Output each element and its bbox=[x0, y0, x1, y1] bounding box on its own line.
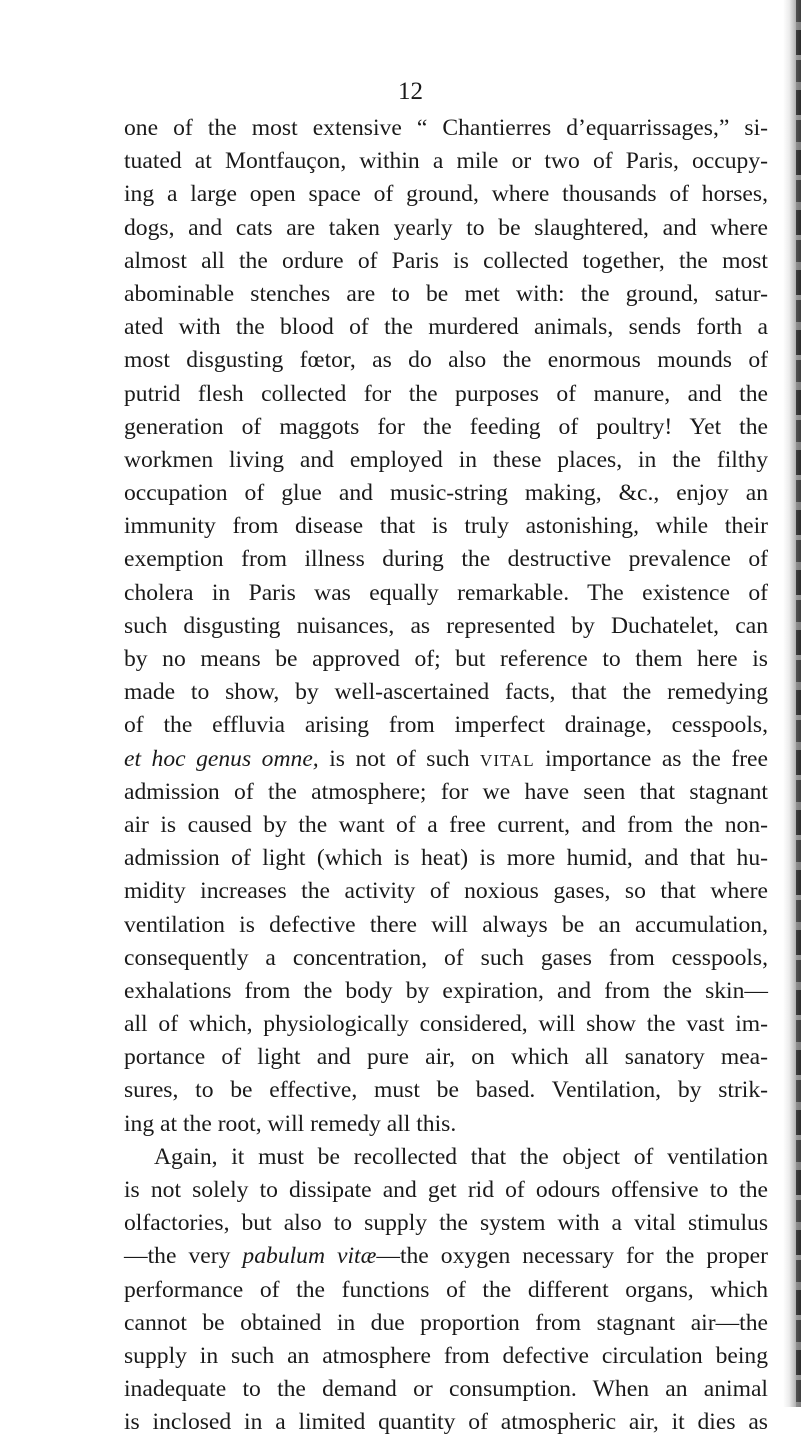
text-line: is not solely to dissipate and get rid of odours offensive to the bbox=[124, 1177, 768, 1203]
text-line: by no means be approved of; but reference to them here is bbox=[124, 646, 768, 672]
text-line: such disgusting nuisances, as represented by Duchatelet, can bbox=[124, 612, 768, 639]
text-line: cholera in Paris was equally remarkable. The existence of bbox=[124, 579, 768, 606]
text-line: generation of maggots for the feeding of poultry! Yet the bbox=[124, 413, 768, 440]
text-line: ing a large open space of ground, where thousands of horses, bbox=[124, 181, 768, 208]
body-text bbox=[124, 112, 768, 1440]
text-line: performance of the functions of the different organs, which bbox=[124, 1276, 768, 1303]
text-run: —the oxygen necessary for the proper bbox=[376, 1243, 769, 1270]
text-line: admission of the atmosphere; for we have seen that stagnant bbox=[124, 778, 768, 805]
text-line: ated with the blood of the murdered animals, sends forth a bbox=[124, 314, 768, 341]
page-number: 12 bbox=[398, 78, 423, 105]
text-line: inadequate to the demand or consumption. When an animal bbox=[124, 1376, 768, 1403]
text-line: ing at the root, will remedy all this. bbox=[124, 1110, 457, 1137]
text-line: supply in such an atmosphere from defective circulation being bbox=[124, 1342, 768, 1369]
text-line: of the effluvia arising from imperfect drainage, cesspools, bbox=[124, 712, 768, 739]
text-line: tuated at Montfauçon, within a mile or two of Paris, occupy- bbox=[124, 148, 768, 175]
text-line-mixed bbox=[124, 1240, 768, 1273]
page-edge-shadow bbox=[783, 0, 801, 1407]
text-line: workmen living and employed in these places, in the filthy bbox=[124, 446, 768, 473]
text-line: portance of light and pure air, on which all sanatory mea- bbox=[124, 1044, 768, 1071]
text-line: cannot be obtained in due proportion from stagnant air—the bbox=[124, 1309, 768, 1336]
text-line: exhalations from the body by expiration, and from the skin— bbox=[124, 977, 768, 1004]
text-run: importance as the free bbox=[534, 745, 768, 772]
text-line: midity increases the activity of noxious gases, so that where bbox=[124, 878, 768, 905]
text-line: consequently a concentration, of such gases from cesspools, bbox=[124, 944, 768, 971]
text-line: immunity from disease that is truly astonishing, while their bbox=[124, 513, 768, 540]
text-line: all of which, physiologically considered, will show the vast im- bbox=[124, 1011, 768, 1038]
text-line: made to show, by well-ascertained facts, that the remedying bbox=[124, 679, 768, 706]
text-line: putrid flesh collected for the purposes of manure, and the bbox=[124, 380, 768, 407]
text-line: Again, it must be recollected that the object of ventilation bbox=[154, 1143, 768, 1170]
text-line: olfactories, but also to supply the system with a vital stimulus bbox=[124, 1210, 768, 1237]
text-line-mixed bbox=[124, 743, 768, 776]
text-line: exemption from illness during the destructive prevalence of bbox=[124, 546, 768, 573]
small-caps-word: vital bbox=[480, 745, 535, 772]
text-run: —the very bbox=[124, 1243, 243, 1270]
text-run: is not of such bbox=[318, 745, 481, 772]
text-line: almost all the ordure of Paris is collected together, the most bbox=[124, 247, 768, 274]
text-line: occupation of glue and music-string making, &c., enjoy an bbox=[124, 480, 768, 507]
text-line: air is caused by the want of a free current, and from the non- bbox=[124, 811, 768, 838]
text-line: ventilation is defective there will always be an accumulation, bbox=[124, 911, 768, 938]
text-line: abominable stenches are to be met with: the ground, satur- bbox=[124, 280, 768, 307]
text-line: sures, to be effective, must be based. Ventilation, by strik- bbox=[124, 1077, 768, 1104]
text-line: one of the most extensive “ Chantierres d’equarrissages,” si- bbox=[124, 115, 768, 141]
italic-phrase: pabulum vitæ bbox=[242, 1243, 377, 1270]
text-line: dogs, and cats are taken yearly to be slaughtered, and where bbox=[124, 214, 768, 241]
text-line: is inclosed in a limited quantity of atmospheric air, it dies as bbox=[124, 1409, 768, 1436]
text-line: most disgusting fœtor, as do also the enormous mounds of bbox=[124, 347, 768, 374]
text-line: admission of light (which is heat) is more humid, and that hu- bbox=[124, 845, 768, 872]
italic-phrase: et hoc genus omne, bbox=[124, 745, 319, 772]
